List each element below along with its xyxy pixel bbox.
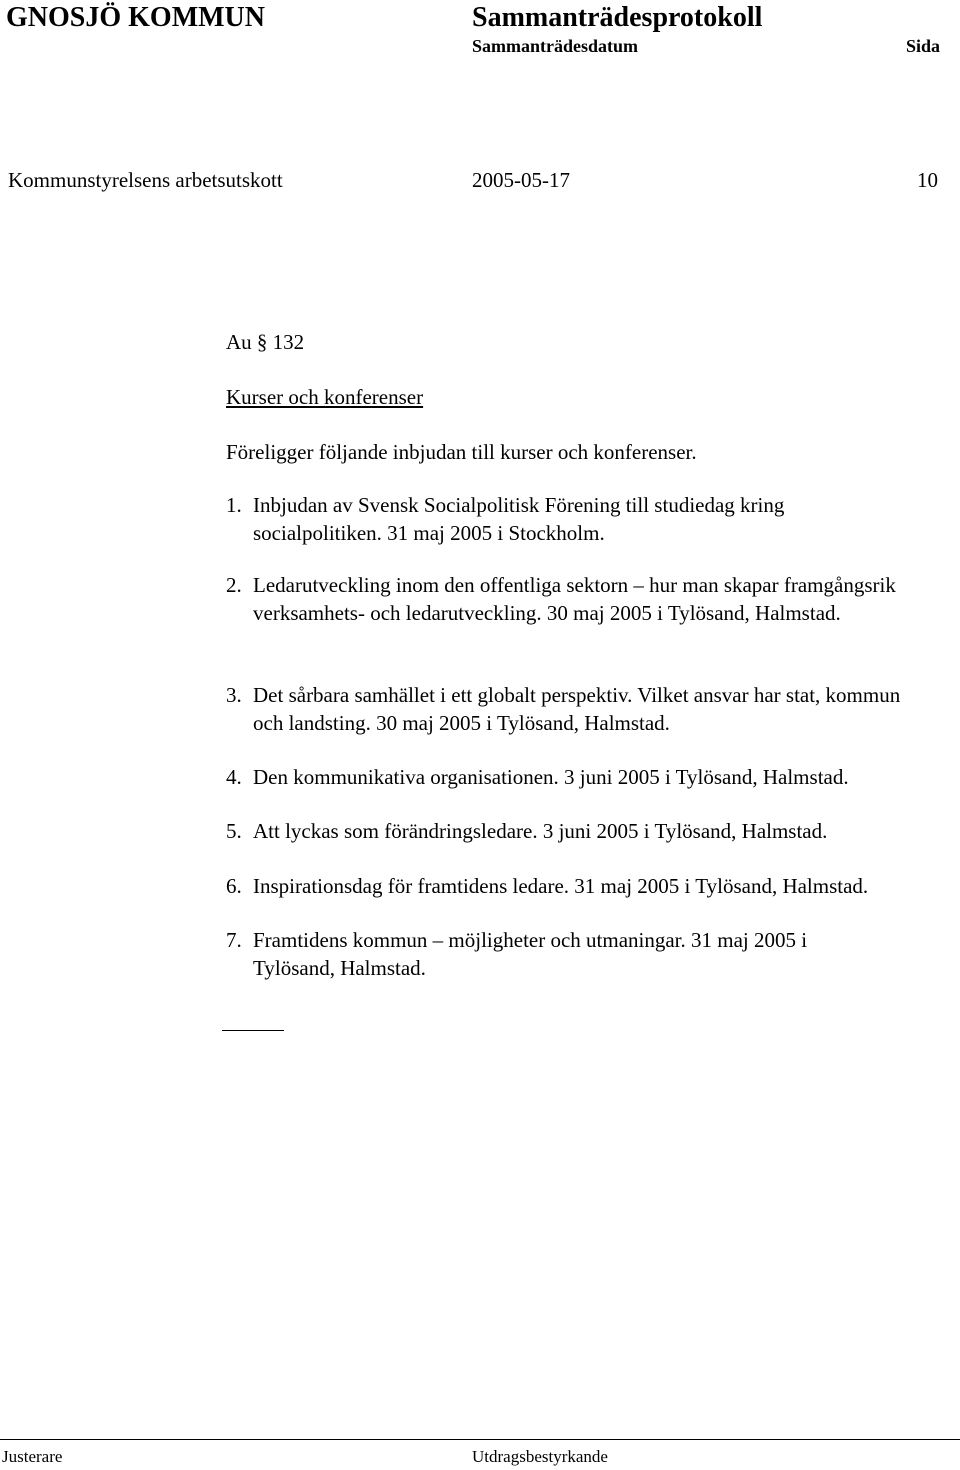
list-item [226, 872, 946, 900]
meeting-date: 2005-05-17 [472, 168, 570, 192]
list-item [226, 926, 876, 982]
list-item-text: Den kommunikativa organisationen. 3 juni 2005 i Tylösand, Halmstad. [253, 765, 849, 789]
extract-verification-label: Utdragsbestyrkande [472, 1447, 608, 1466]
list-item-text: Inbjudan av Svensk Socialpolitisk Förening till studiedag kring socialpolitiken. 31 maj 2005 i Stockholm. [253, 493, 785, 545]
list-item [226, 491, 846, 547]
list-item-text: Att lyckas som förändringsledare. 3 juni 2005 i Tylösand, Halmstad. [253, 819, 828, 843]
list-item-number: 6. [226, 874, 242, 898]
list-item [226, 817, 946, 845]
committee-name: Kommunstyrelsens arbetsutskott [8, 168, 283, 192]
date-column-label: Sammanträdesdatum [472, 36, 639, 56]
page-column-label: Sida [905, 36, 940, 56]
municipality-name: GNOSJÖ KOMMUN [6, 2, 265, 33]
list-item-number: 5. [226, 819, 242, 843]
document-type: Sammanträdesprotokoll [472, 2, 763, 33]
section-title: Kurser och konferenser [226, 385, 424, 409]
page-number: 10 [917, 168, 938, 192]
list-item-text: Det sårbara samhället i ett globalt perspektiv. Vilket ansvar har stat, kommun och landsting. 30 maj 2005 i Tylösand, Halmstad. [253, 683, 901, 735]
list-item-text: Ledarutveckling inom den offentliga sektorn – hur man skapar framgångsrik verksamhets- och ledarutveckling. 30 maj 2005 i Tylösand, Halmstad. [253, 573, 896, 625]
footer-divider [0, 1439, 960, 1440]
list-item-text: Framtidens kommun – möjligheter och utmaningar. 31 maj 2005 i Tylösand, Halmstad. [253, 928, 808, 980]
list-item-number: 7. [226, 928, 242, 952]
signer-label: Justerare [2, 1447, 63, 1466]
list-item-number: 3. [226, 683, 242, 707]
list-item-number: 1. [226, 493, 242, 517]
list-item [226, 681, 926, 737]
closing-rule [222, 1030, 284, 1031]
section-number: Au § 132 [226, 330, 305, 354]
list-item-text: Inspirationsdag för framtidens ledare. 31 maj 2005 i Tylösand, Halmstad. [253, 874, 869, 898]
section-intro: Föreligger följande inbjudan till kurser och konferenser. [226, 440, 697, 464]
list-item-number: 2. [226, 573, 242, 597]
list-item [226, 763, 946, 791]
list-item [226, 571, 946, 627]
list-item-number: 4. [226, 765, 242, 789]
